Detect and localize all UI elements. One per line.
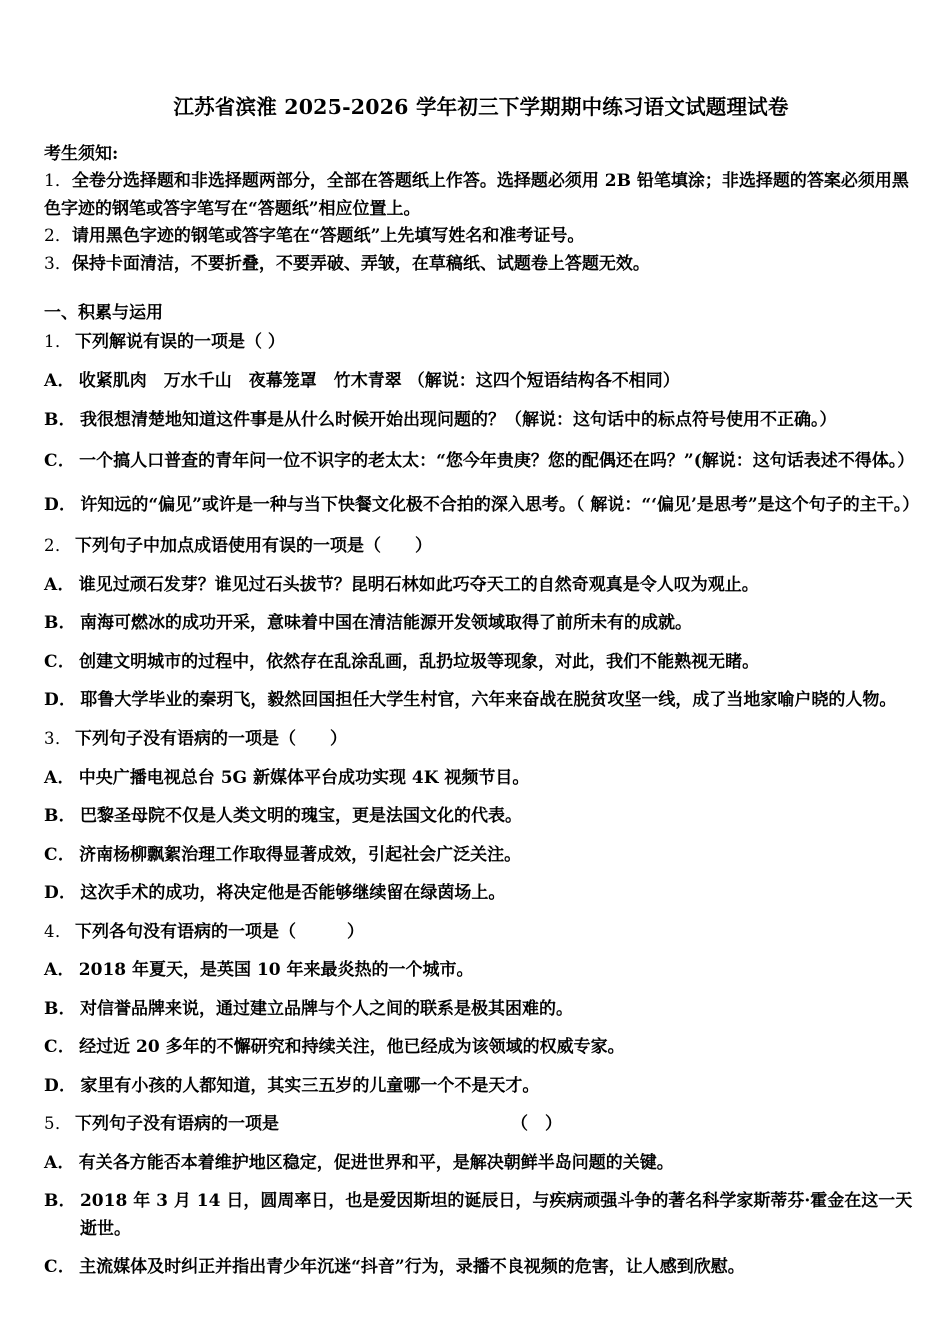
option-text: 济南杨柳飘絮治理工作取得显著成效，引起社会广泛关注。 bbox=[79, 844, 522, 865]
option-text: 一个搞人口普查的青年问一位不识字的老太太：“您今年贵庚？您的配偶还在吗？”(解说：这句话表述不得体。） bbox=[79, 451, 915, 472]
option-text: 耶鲁大学毕业的秦玥飞，毅然回国担任大学生村官，六年来奋战在脱贫攻坚一线，成了当地家喻户晓的人物。 bbox=[80, 690, 897, 711]
notice-item-1 bbox=[44, 168, 918, 223]
option-text: 2018 年 3 月 14 日，圆周率日，也是爱因斯坦的诞辰日，与疾病顽强斗争的著名科学家斯蒂芬·霍金在这一天逝世。 bbox=[79, 1191, 913, 1239]
notice-item-2-text: 请用黑色字迹的钢笔或答字笔在“答题纸”上先填写姓名和准考证号。 bbox=[71, 226, 585, 247]
option-text: 经过近 20 多年的不懈研究和持续关注，他已经成为该领域的权威专家。 bbox=[79, 1037, 625, 1058]
question-5-stem bbox=[44, 1111, 918, 1139]
option-text: 有关各方能否本着维护地区稳定，促进世界和平，是解决朝鲜半岛问题的关键。 bbox=[78, 1152, 674, 1173]
option-text: 中央广播电视总台 5G 新媒体平台成功实现 4K 视频节目。 bbox=[78, 767, 530, 788]
option-letter: B． bbox=[44, 613, 76, 634]
question-2-number: 2． bbox=[44, 536, 72, 556]
notice-item-2-number: 2． bbox=[44, 226, 72, 247]
notice-heading: 考生须知: bbox=[44, 143, 119, 164]
question-2-option-c[interactable] bbox=[44, 649, 918, 677]
option-letter: B． bbox=[44, 806, 76, 827]
notice-item-1-text: 全卷分选择题和非选择题两部分，全部在答题纸上作答。选择题必须用 2B 铅笔填涂；非选择题的答案必须用黑色字迹的钢笔或答字笔写在“答题纸”相应位置上。 bbox=[44, 171, 909, 219]
option-text: 许知远的“偏见”或许是一种与当下快餐文化极不合拍的深入思考。（ 解说：“‘偏见’是思考”是这个句子的主干。） bbox=[80, 495, 920, 516]
question-1-option-b[interactable] bbox=[44, 407, 918, 435]
candidate-notice bbox=[44, 141, 918, 279]
question-4-text: 下列各句没有语病的一项是（ ） bbox=[75, 921, 364, 942]
question-3-number: 3． bbox=[44, 729, 72, 749]
question-4-number: 4． bbox=[44, 921, 72, 941]
option-letter: B． bbox=[44, 1191, 76, 1212]
question-4-stem bbox=[44, 919, 918, 947]
option-letter: A． bbox=[44, 371, 75, 392]
option-text: 对信誉品牌来说，通过建立品牌与个人之间的联系是极其困难的。 bbox=[79, 998, 573, 1019]
question-1-option-c[interactable] bbox=[44, 445, 918, 478]
question-1-option-a[interactable] bbox=[44, 368, 918, 396]
option-letter: C． bbox=[44, 844, 76, 865]
question-4-option-d[interactable] bbox=[44, 1073, 918, 1101]
question-block-4 bbox=[44, 919, 918, 1101]
question-4-option-c[interactable] bbox=[44, 1034, 918, 1062]
question-2-option-b[interactable] bbox=[44, 610, 918, 638]
question-3-option-d[interactable] bbox=[44, 880, 918, 908]
notice-item-3-number: 3． bbox=[44, 253, 72, 274]
question-block-2 bbox=[44, 533, 918, 715]
option-letter: D． bbox=[44, 1075, 77, 1096]
page-title: 江苏省滨淮 2025-2026 学年初三下学期期中练习语文试题理试卷 bbox=[173, 95, 789, 119]
notice-item-2 bbox=[44, 223, 918, 251]
option-letter: D． bbox=[44, 690, 77, 711]
question-3-option-b[interactable] bbox=[44, 803, 918, 831]
question-2-stem bbox=[44, 533, 918, 561]
option-letter: A． bbox=[44, 574, 75, 595]
question-5-answer-brackets: （ ） bbox=[511, 1114, 562, 1135]
question-2-text: 下列句子中加点成语使用有误的一项是（ ） bbox=[75, 536, 432, 557]
question-3-stem bbox=[44, 726, 918, 754]
option-text: 收紧肌肉 万水千山 夜幕笼罩 竹木青翠 （解说：这四个短语结构各不相同） bbox=[78, 371, 680, 392]
option-text: 我很想清楚地知道这件事是从什么时候开始出现问题的？（解说：这句话中的标点符号使用不正确。） bbox=[79, 409, 837, 430]
option-text: 2018 年夏天，是英国 10 年来最炎热的一个城市。 bbox=[78, 960, 474, 981]
question-5-number: 5． bbox=[44, 1114, 72, 1134]
question-3-option-c[interactable] bbox=[44, 842, 918, 870]
option-letter: A． bbox=[44, 1152, 75, 1173]
question-1-option-d[interactable] bbox=[44, 489, 918, 522]
option-letter: D． bbox=[44, 495, 77, 516]
question-1-text: 下列解说有误的一项是（ ） bbox=[75, 332, 285, 353]
option-letter: B． bbox=[44, 998, 76, 1019]
question-block-5 bbox=[44, 1111, 918, 1282]
option-text: 创建文明城市的过程中，依然存在乱涂乱画，乱扔垃圾等现象，对此，我们不能熟视无睹。 bbox=[79, 651, 760, 672]
question-5-text: 下列句子没有语病的一项是 bbox=[75, 1114, 279, 1135]
option-text: 谁见过顽石发芽？谁见过石头拔节？昆明石林如此巧夺天工的自然奇观真是令人叹为观止。 bbox=[78, 574, 759, 595]
question-5-option-b[interactable] bbox=[44, 1188, 918, 1243]
section-heading-accumulation: 一、积累与运用 bbox=[44, 303, 163, 324]
option-text: 巴黎圣母院不仅是人类文明的瑰宝，更是法国文化的代表。 bbox=[79, 806, 522, 827]
option-letter: A． bbox=[44, 960, 75, 981]
question-2-option-d[interactable] bbox=[44, 687, 918, 715]
question-3-text: 下列句子没有语病的一项是（ ） bbox=[75, 729, 347, 750]
option-text: 家里有小孩的人都知道，其实三五岁的儿童哪一个不是天才。 bbox=[80, 1075, 540, 1096]
option-letter: D． bbox=[44, 883, 77, 904]
option-letter: A． bbox=[44, 767, 75, 788]
notice-item-3 bbox=[44, 251, 918, 279]
question-4-option-b[interactable] bbox=[44, 996, 918, 1024]
question-4-option-a[interactable] bbox=[44, 957, 918, 985]
option-text: 主流媒体及时纠正并指出青少年沉迷“抖音”行为，录播不良视频的危害，让人感到欣慰。 bbox=[79, 1257, 745, 1278]
question-block-3 bbox=[44, 726, 918, 908]
option-letter: C． bbox=[44, 1257, 76, 1278]
option-letter: C． bbox=[44, 1037, 76, 1058]
option-letter: C． bbox=[44, 451, 76, 472]
notice-item-1-number: 1． bbox=[44, 171, 72, 192]
question-block-1 bbox=[44, 329, 918, 522]
option-text: 这次手术的成功，将决定他是否能够继续留在绿茵场上。 bbox=[80, 883, 506, 904]
option-text: 南海可燃冰的成功开采，意味着中国在清洁能源开发领域取得了前所未有的成就。 bbox=[79, 613, 692, 634]
question-3-option-a[interactable] bbox=[44, 765, 918, 793]
option-letter: C． bbox=[44, 651, 76, 672]
option-letter: B． bbox=[44, 409, 76, 430]
question-5-option-c[interactable] bbox=[44, 1254, 918, 1282]
question-1-number: 1． bbox=[44, 332, 72, 352]
question-1-stem bbox=[44, 329, 918, 357]
notice-item-3-text: 保持卡面清洁，不要折叠，不要弄破、弄皱，在草稿纸、试题卷上答题无效。 bbox=[71, 253, 650, 274]
question-5-option-a[interactable] bbox=[44, 1150, 918, 1178]
question-2-option-a[interactable] bbox=[44, 572, 918, 600]
